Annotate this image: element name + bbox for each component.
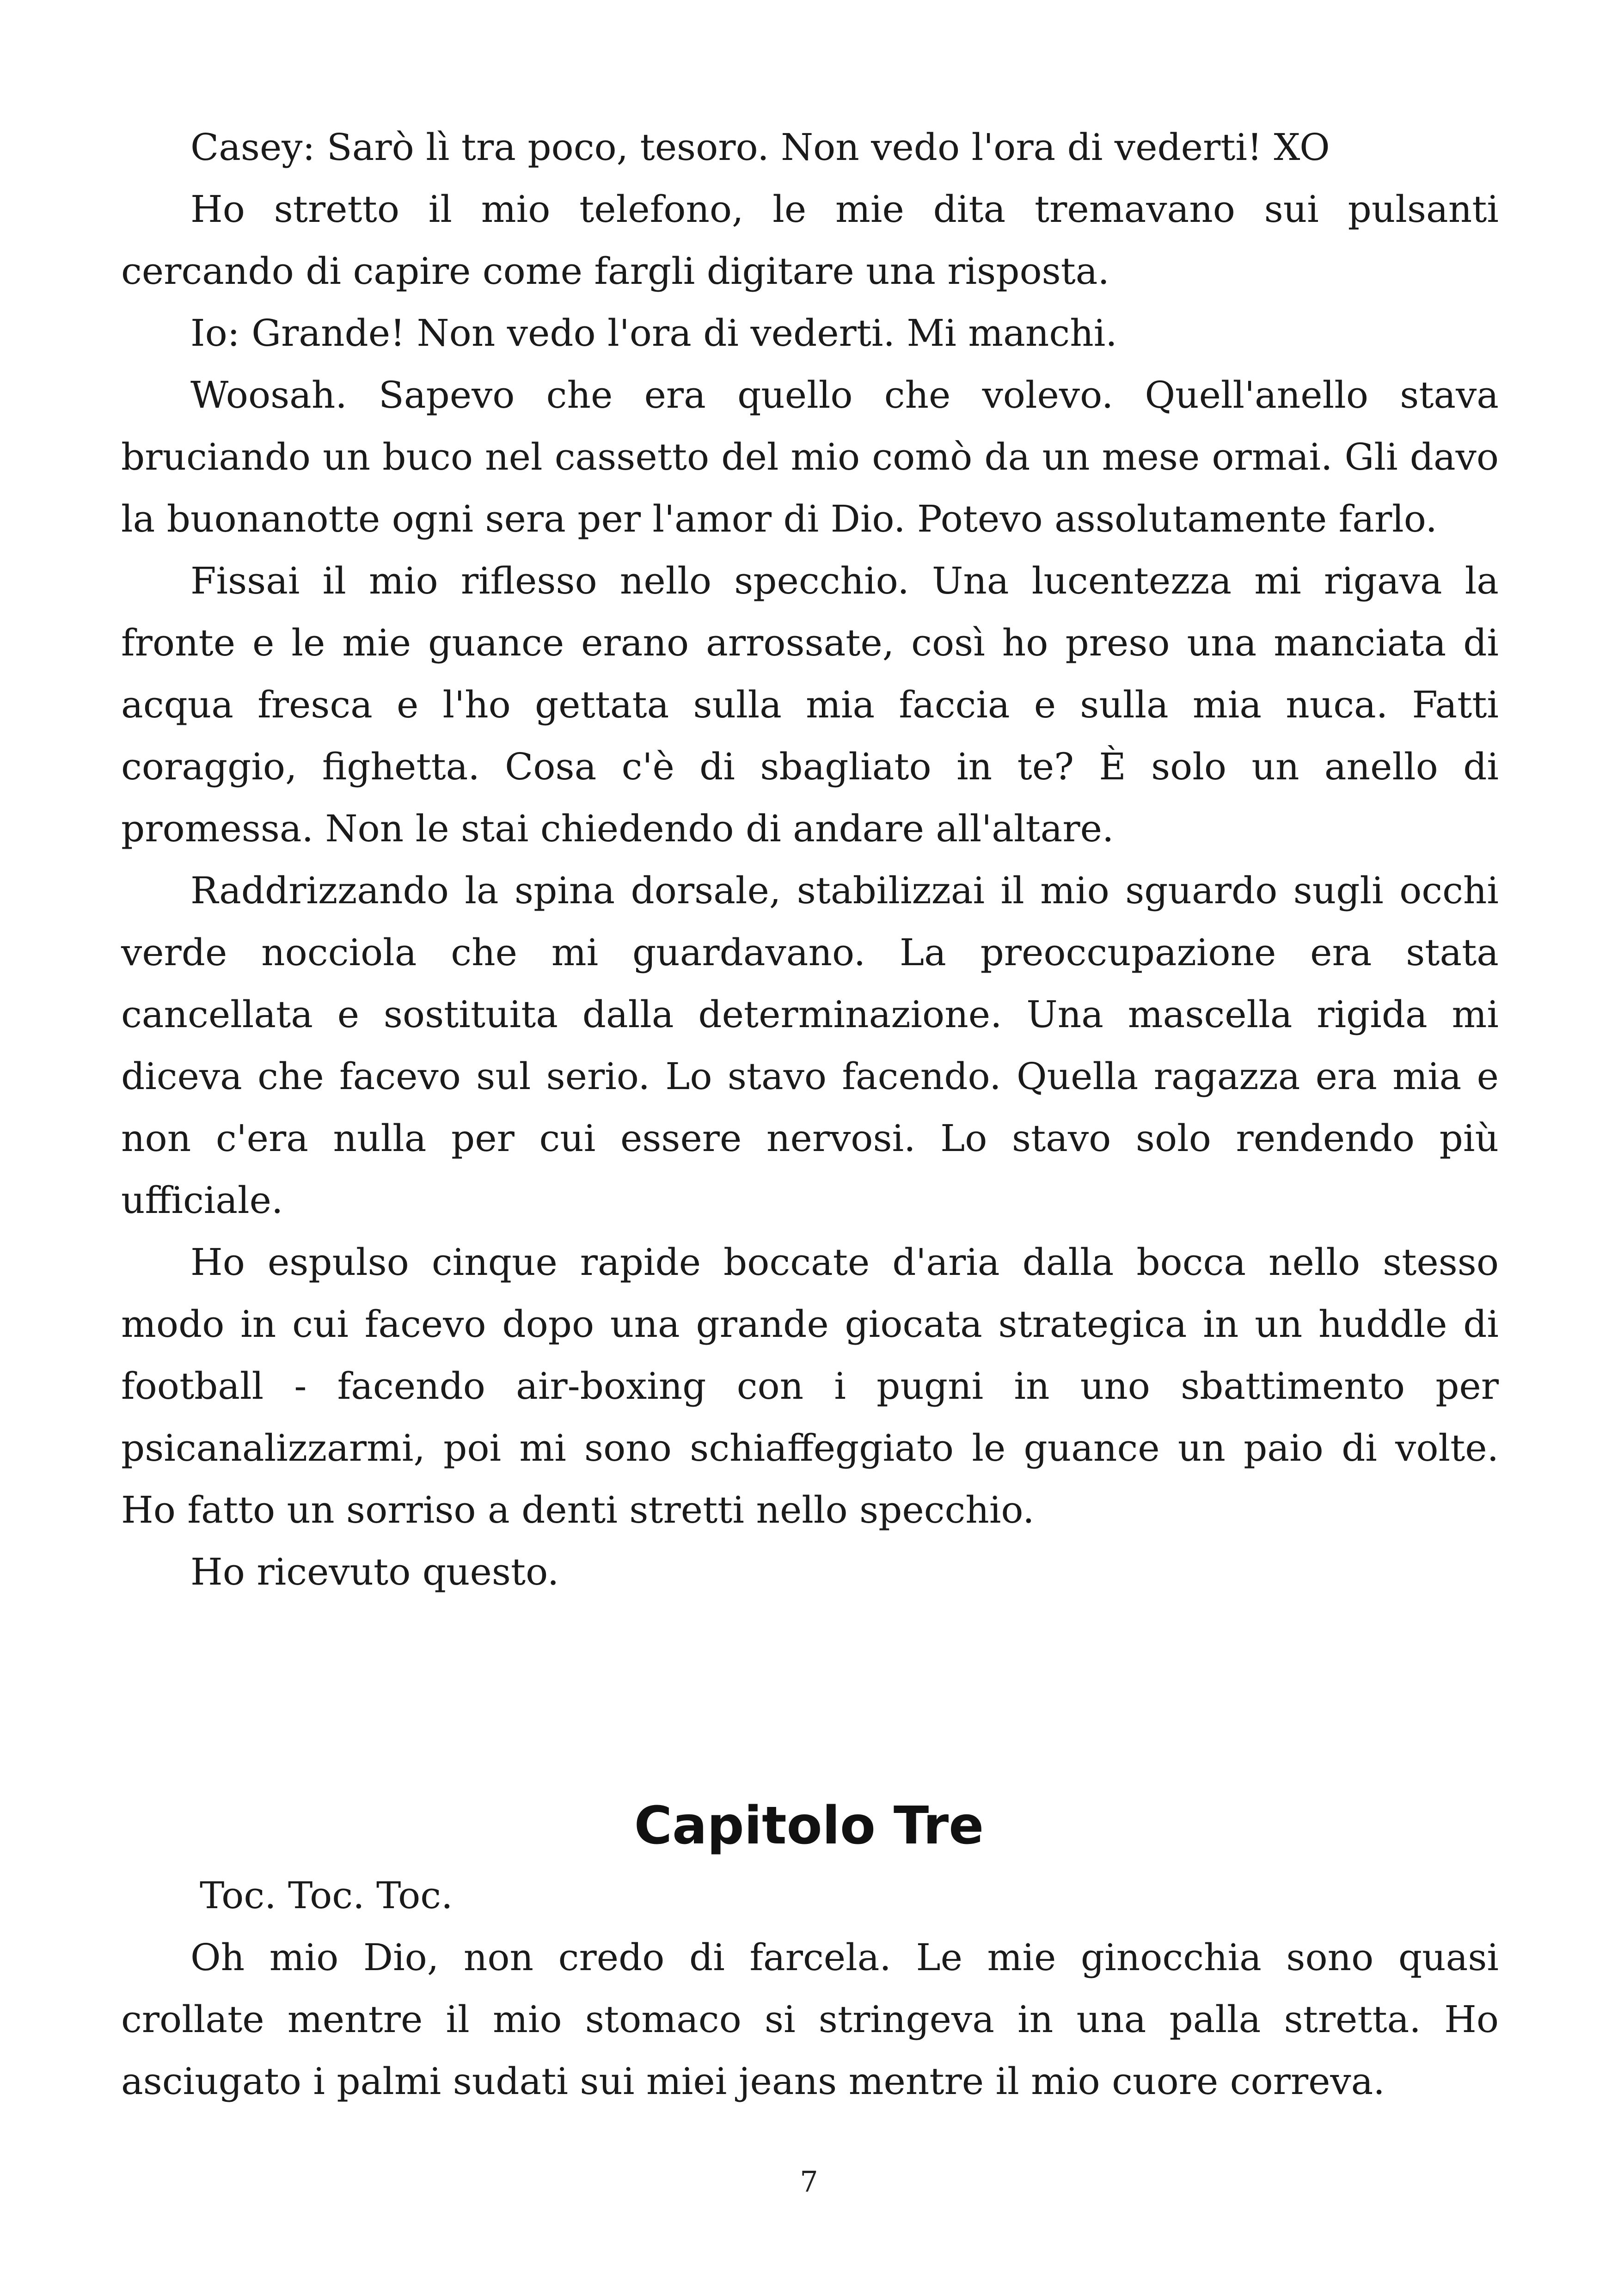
paragraph: Woosah. Sapevo che era quello che volevo. Quell'anello stava bruciando un buco nel cassetto del mio comò da un mese ormai. Gli davo la buonanotte ogni sera per l'amor di Dio. Potevo assolutamente farlo. — [121, 373, 1499, 540]
body-text-part-two — [121, 1865, 1499, 2112]
body-text-part-one — [121, 116, 1499, 1603]
paragraph: Toc. Toc. Toc. — [200, 1874, 453, 1917]
page-number: 7 — [800, 2165, 818, 2198]
paragraph: Fissai il mio riflesso nello specchio. Una lucentezza mi rigava la fronte e le mie guance erano arrossate, così ho preso una manciata di acqua fresca e l'ho gettata sulla mia faccia e sulla mia nuca. Fatti coraggio, fighetta. Cosa c'è di sbagliato in te? È solo un anello di promessa. Non le stai chiedendo di andare all'altare. — [121, 559, 1499, 850]
chapter-title: Capitolo Tre — [634, 1796, 984, 1856]
paragraph: Ho stretto il mio telefono, le mie dita tremavano sui pulsanti cercando di capire come fargli digitare una risposta. — [121, 188, 1499, 293]
paragraph: Casey: Sarò lì tra poco, tesoro. Non vedo l'ora di vederti! XO — [190, 126, 1330, 169]
paragraph: Io: Grande! Non vedo l'ora di vederti. Mi manchi. — [190, 312, 1117, 355]
paragraph: Ho ricevuto questo. — [190, 1550, 559, 1593]
paragraph: Oh mio Dio, non credo di farcela. Le mie ginocchia sono quasi crollate mentre il mio stomaco si stringeva in una palla stretta. Ho asciugato i palmi sudati sui miei jeans mentre il mio cuore correva. — [121, 1936, 1499, 2103]
paragraph: Ho espulso cinque rapide boccate d'aria dalla bocca nello stesso modo in cui facevo dopo una grande giocata strategica in un huddle di football - facendo air-boxing con i pugni in uno sbattimento per psicanalizzarmi, poi mi sono schiaffeggiato le guance un paio di volte. Ho fatto un sorriso a denti stretti nello specchio. — [121, 1241, 1499, 1531]
paragraph: Raddrizzando la spina dorsale, stabilizzai il mio sguardo sugli occhi verde nocciola che mi guardavano. La preoccupazione era stata cancellata e sostituita dalla determinazione. Una mascella rigida mi diceva che facevo sul serio. Lo stavo facendo. Quella ragazza era mia e non c'era nulla per cui essere nervosi. Lo stavo solo rendendo più ufficiale. — [121, 869, 1499, 1222]
